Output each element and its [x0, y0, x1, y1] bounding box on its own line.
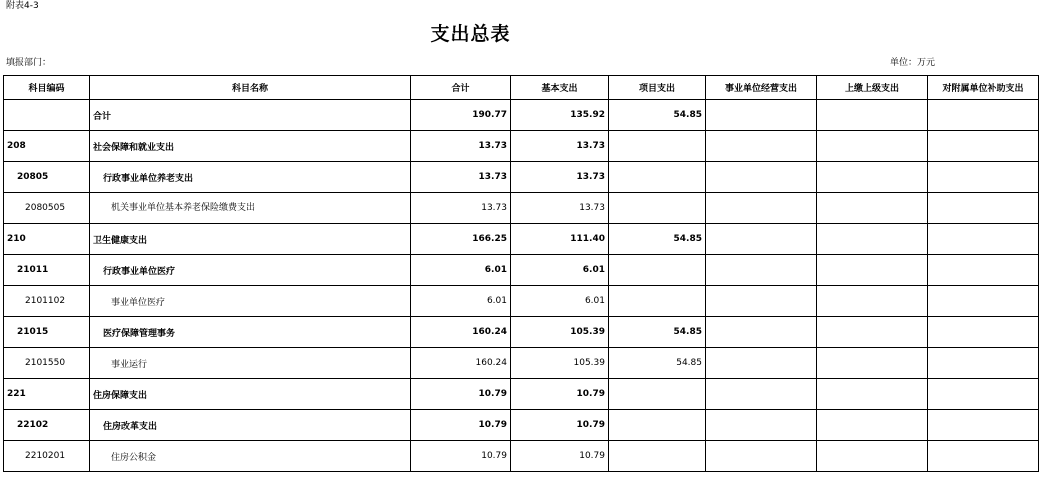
- total-cell: 13.73: [411, 131, 511, 162]
- table-row: [4, 441, 1039, 472]
- code-cell: 2210201: [4, 441, 90, 472]
- upper-cell: [817, 224, 928, 255]
- operating-cell: [706, 224, 817, 255]
- table-row: [4, 410, 1039, 441]
- name-cell: 事业运行: [90, 348, 411, 379]
- code-cell: 21011: [4, 255, 90, 286]
- table-row: [4, 100, 1039, 131]
- column-header-subsidy: 对附属单位补助支出: [928, 76, 1039, 100]
- code-cell: 210: [4, 224, 90, 255]
- table-row: [4, 348, 1039, 379]
- total-cell: 166.25: [411, 224, 511, 255]
- code-cell: 21015: [4, 317, 90, 348]
- basic-cell: 13.73: [511, 162, 609, 193]
- basic-cell: 6.01: [511, 255, 609, 286]
- basic-cell: 105.39: [511, 317, 609, 348]
- column-header-project: 项目支出: [609, 76, 706, 100]
- project-cell: 54.85: [609, 224, 706, 255]
- table-row: [4, 193, 1039, 224]
- project-cell: [609, 410, 706, 441]
- table-header-row: [4, 76, 1039, 100]
- upper-cell: [817, 348, 928, 379]
- column-header-total: 合计: [411, 76, 511, 100]
- total-cell: 160.24: [411, 317, 511, 348]
- name-cell: 住房公积金: [90, 441, 411, 472]
- code-cell: 20805: [4, 162, 90, 193]
- operating-cell: [706, 162, 817, 193]
- upper-cell: [817, 193, 928, 224]
- subsidy-cell: [928, 410, 1039, 441]
- subsidy-cell: [928, 131, 1039, 162]
- upper-cell: [817, 317, 928, 348]
- operating-cell: [706, 317, 817, 348]
- table-row: [4, 131, 1039, 162]
- subsidy-cell: [928, 441, 1039, 472]
- total-cell: 10.79: [411, 410, 511, 441]
- subsidy-cell: [928, 224, 1039, 255]
- name-cell: 行政事业单位医疗: [90, 255, 411, 286]
- upper-cell: [817, 379, 928, 410]
- code-cell: 208: [4, 131, 90, 162]
- code-cell: 2101550: [4, 348, 90, 379]
- subsidy-cell: [928, 317, 1039, 348]
- operating-cell: [706, 131, 817, 162]
- subsidy-cell: [928, 348, 1039, 379]
- basic-cell: 13.73: [511, 131, 609, 162]
- operating-cell: [706, 379, 817, 410]
- name-cell: 行政事业单位养老支出: [90, 162, 411, 193]
- project-cell: [609, 193, 706, 224]
- total-cell: 13.73: [411, 162, 511, 193]
- upper-cell: [817, 162, 928, 193]
- operating-cell: [706, 286, 817, 317]
- project-cell: [609, 286, 706, 317]
- total-cell: 10.79: [411, 441, 511, 472]
- table-row: [4, 255, 1039, 286]
- code-cell: 2101102: [4, 286, 90, 317]
- project-cell: 54.85: [609, 100, 706, 131]
- operating-cell: [706, 193, 817, 224]
- table-row: [4, 162, 1039, 193]
- project-cell: 54.85: [609, 317, 706, 348]
- operating-cell: [706, 255, 817, 286]
- expenditure-summary-table: [3, 75, 1039, 472]
- operating-cell: [706, 348, 817, 379]
- subsidy-cell: [928, 162, 1039, 193]
- project-cell: 54.85: [609, 348, 706, 379]
- total-cell: 160.24: [411, 348, 511, 379]
- basic-cell: 13.73: [511, 193, 609, 224]
- basic-cell: 10.79: [511, 441, 609, 472]
- column-header-operating: 事业单位经营支出: [706, 76, 817, 100]
- project-cell: [609, 255, 706, 286]
- name-cell: 合计: [90, 100, 411, 131]
- upper-cell: [817, 286, 928, 317]
- code-cell: 2080505: [4, 193, 90, 224]
- column-header-code: 科目编码: [4, 76, 90, 100]
- basic-cell: 135.92: [511, 100, 609, 131]
- upper-cell: [817, 441, 928, 472]
- table-row: [4, 379, 1039, 410]
- total-cell: 13.73: [411, 193, 511, 224]
- operating-cell: [706, 441, 817, 472]
- name-cell: 卫生健康支出: [90, 224, 411, 255]
- subsidy-cell: [928, 286, 1039, 317]
- total-cell: 190.77: [411, 100, 511, 131]
- table-row: [4, 224, 1039, 255]
- operating-cell: [706, 100, 817, 131]
- table-row: [4, 317, 1039, 348]
- subsidy-cell: [928, 255, 1039, 286]
- subsidy-cell: [928, 193, 1039, 224]
- project-cell: [609, 131, 706, 162]
- total-cell: 6.01: [411, 286, 511, 317]
- name-cell: 住房改革支出: [90, 410, 411, 441]
- total-cell: 10.79: [411, 379, 511, 410]
- total-cell: 6.01: [411, 255, 511, 286]
- upper-cell: [817, 255, 928, 286]
- code-cell: 221: [4, 379, 90, 410]
- page-title: 支出总表: [430, 23, 511, 45]
- column-header-upper: 上缴上级支出: [817, 76, 928, 100]
- name-cell: 机关事业单位基本养老保险缴费支出: [90, 193, 411, 224]
- project-cell: [609, 379, 706, 410]
- column-header-basic: 基本支出: [511, 76, 609, 100]
- column-header-name: 科目名称: [90, 76, 411, 100]
- name-cell: 社会保障和就业支出: [90, 131, 411, 162]
- operating-cell: [706, 410, 817, 441]
- code-cell: 22102: [4, 410, 90, 441]
- upper-cell: [817, 410, 928, 441]
- basic-cell: 111.40: [511, 224, 609, 255]
- name-cell: 住房保障支出: [90, 379, 411, 410]
- subsidy-cell: [928, 379, 1039, 410]
- subsidy-cell: [928, 100, 1039, 131]
- upper-cell: [817, 131, 928, 162]
- unit-label: 单位：万元: [889, 58, 935, 68]
- basic-cell: 6.01: [511, 286, 609, 317]
- basic-cell: 10.79: [511, 410, 609, 441]
- code-cell: [4, 100, 90, 131]
- basic-cell: 105.39: [511, 348, 609, 379]
- basic-cell: 10.79: [511, 379, 609, 410]
- upper-cell: [817, 100, 928, 131]
- table-body: [4, 100, 1039, 472]
- reporting-department-label: 填报部门：: [6, 58, 52, 68]
- annex-label: 附表4-3: [6, 1, 39, 11]
- name-cell: 医疗保障管理事务: [90, 317, 411, 348]
- table-row: [4, 286, 1039, 317]
- project-cell: [609, 162, 706, 193]
- project-cell: [609, 441, 706, 472]
- name-cell: 事业单位医疗: [90, 286, 411, 317]
